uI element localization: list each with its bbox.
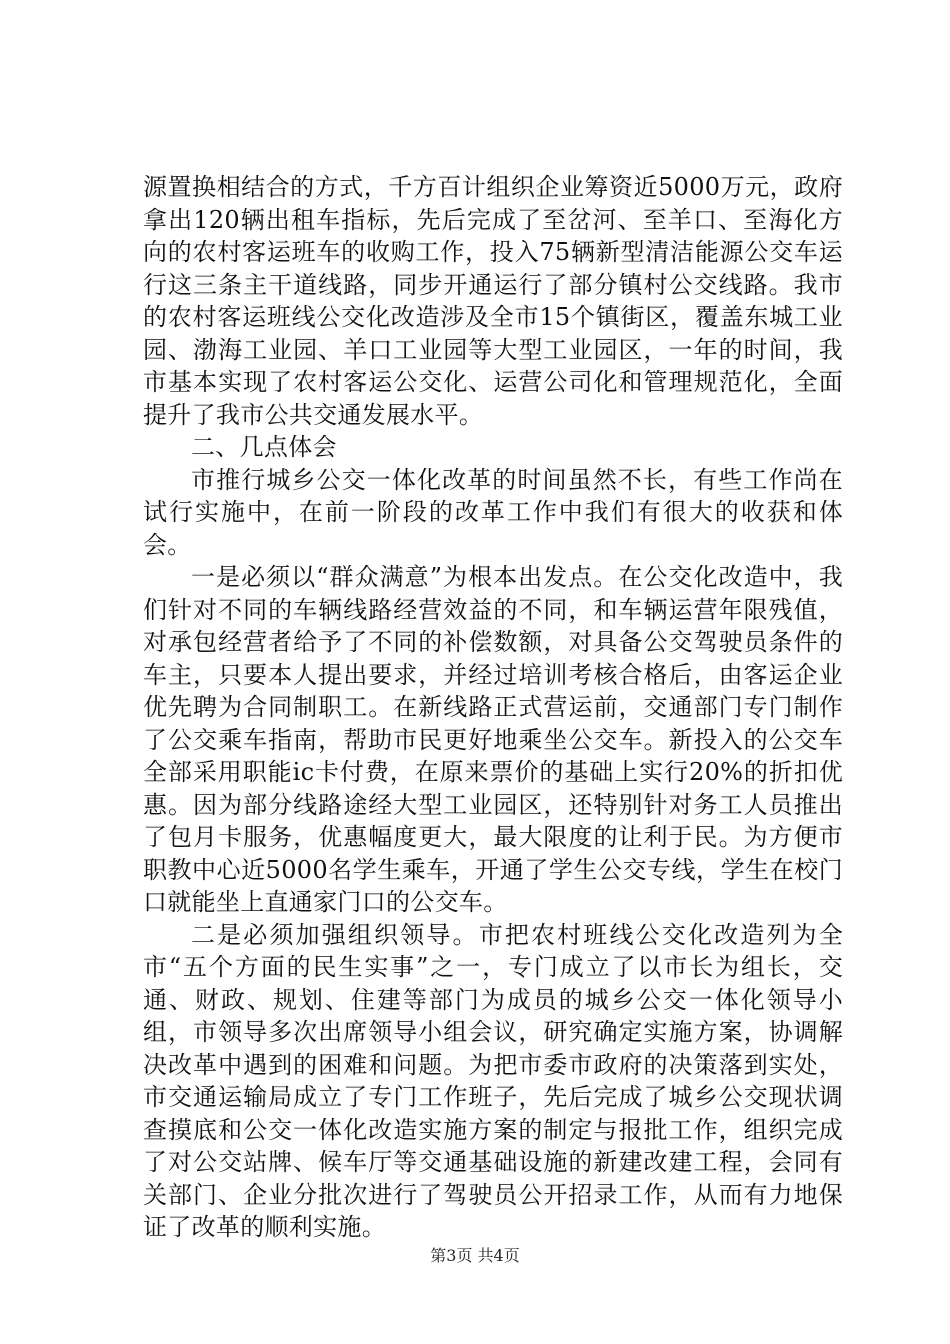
document-body — [143, 171, 843, 1244]
section-heading-text: 二、几点体会 — [191, 433, 337, 461]
paragraph-continuation: 源置换相结合的方式，千方百计组织企业筹资近5000万元，政府拿出120辆出租车指标，先后完成了至岔河、至羊口、至海化方向的农村客运班车的收购工作，投入75辆新型清洁能源公交车运行这三条主干道线路，同步开通运行了部分镇村公交线路。我市的农村客运班线公交化改造涉及全市15个镇街区，覆盖东城工业园、渤海工业园、羊口工业园等大型工业园区，一年的时间，我市基本实现了农村客运公交化、运营公司化和管理规范化，全面提升了我市公共交通发展水平。 — [143, 173, 843, 429]
page-footer: 第3页 共4页 — [430, 1246, 520, 1265]
section-heading — [143, 431, 843, 464]
paragraph-intro: 市推行城乡公交一体化改革的时间虽然不长，有些工作尚在试行实施中，在前一阶段的改革工作中我们有很大的收获和体会。 — [143, 465, 843, 559]
paragraph-point-one: 一是必须以“群众满意”为根本出发点。在公交化改造中，我们针对不同的车辆线路经营效益的不同，和车辆运营年限残值，对承包经营者给予了不同的补偿数额，对具备公交驾驶员条件的车主，只要本人提出要求，并经过培训考核合格后，由客运企业优先聘为合同制职工。在新线路正式营运前，交通部门专门制作了公交乘车指南，帮助市民更好地乘坐公交车。新投入的公交车全部采用职能ic卡付费，在原来票价的基础上实行20%的折扣优惠。因为部分线路途经大型工业园区，还特别针对务工人员推出了包月卡服务，优惠幅度更大，最大限度的让利于民。为方便市职教中心近5000名学生乘车，开通了学生公交专线，学生在校门口就能坐上直通家门口的公交车。 — [143, 563, 843, 916]
paragraph-point-two: 二是必须加强组织领导。市把农村班线公交化改造列为全市“五个方面的民生实事”之一，专门成立了以市长为组长，交通、财政、规划、住建等部门为成员的城乡公交一体化领导小组，市领导多次出席领导小组会议，研究确定实施方案，协调解决改革中遇到的困难和问题。为把市委市政府的决策落到实处，市交通运输局成立了专门工作班子，先后完成了城乡公交现状调查摸底和公交一体化改造实施方案的制定与报批工作，组织完成了对公交站牌、候车厅等交通基础设施的新建改建工程，会同有关部门、企业分批次进行了驾驶员公开招录工作，从而有力地保证了改革的顺利实施。 — [143, 920, 843, 1241]
